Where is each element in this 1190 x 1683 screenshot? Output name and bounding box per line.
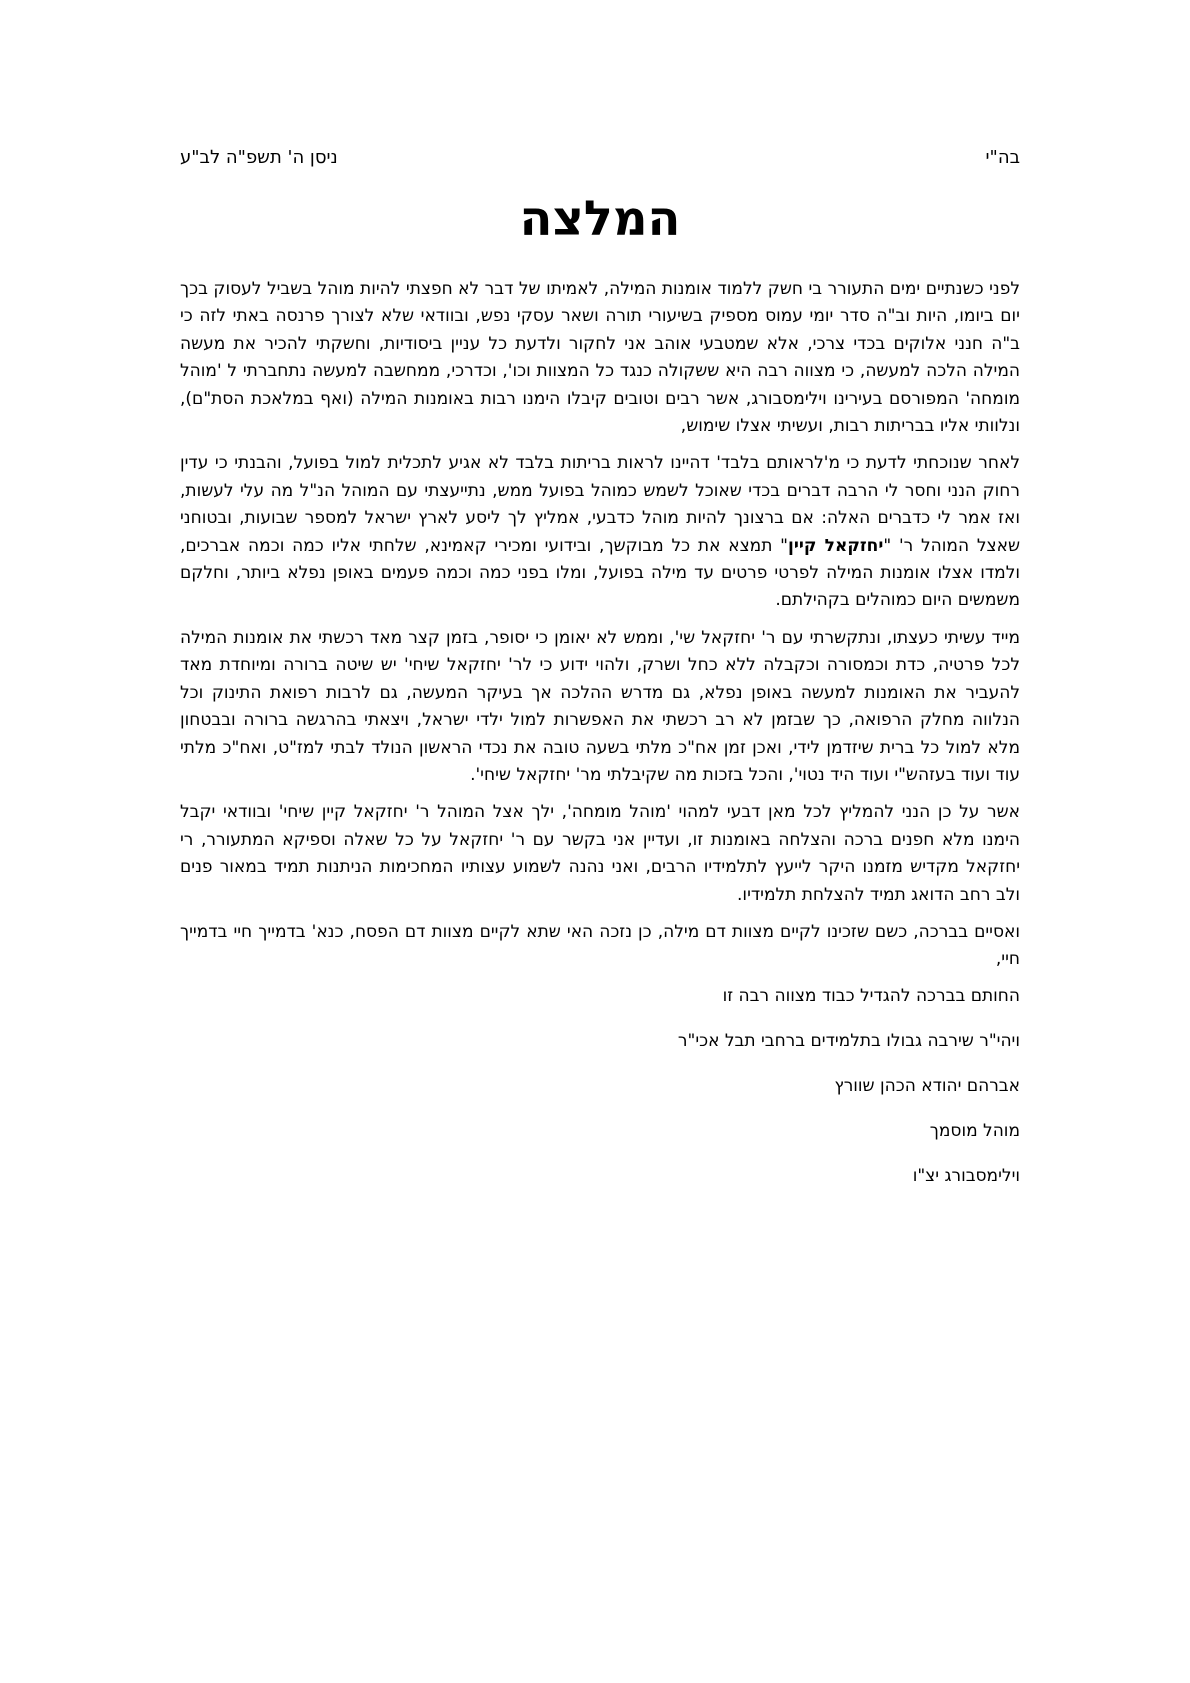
paragraph-2-text-before: לאחר שנוכחתי לדעת כי מ'לראותם בלבד' דהיינו לראות בריתות בלבד לא אגיע לתכלית למול בפועל, והבנתי כי עדין רחוק הנני וחסר לי הרבה דברים בכדי שאוכל לשמש כמוהל בפועל ממש, נתייעצתי עם המוהל הנ"ל מה עלי לעשות, ואז אמר לי כדברים האלה: אם ברצונך להיות מוהל כדבעי, אמליץ לך ליסע לארץ ישראל למספר שבועות, ובטוחני שאצל המוהל ר' " [180,453,1020,556]
letter-title: המלצה [519,191,681,247]
paragraph-1: לפני כשנתיים ימים התעורר בי חשק ללמוד אומנות המילה, לאמיתו של דבר לא חפצתי להיות מוהל בשביל לעסוק בכך יום ביומו, היות וב"ה סדר יומי עמוס מספיק בשיעורי תורה ושאר עסקי נפש, ובוודאי שלא לצורך פרנסה באתי לזה כי ב"ה חנני אלוקים בכדי צרכי, אלא שמטבעי אוהב אני לחקור ולדעת כל עניין ביסודיות, וחשקתי להכיר את מעשה המילה הלכה למעשה, כי מצווה רבה היא ששקולה כנגד כל המצוות וכו', וכדרכי, ממחשבה למעשה נתחברתי ל 'מוהל מומחה' המפורסם בעירינו וילימסבורג, אשר רבים וטובים קיבלו הימנו רבות באומנות המילה (ואף במלאכת הסת"ם), ונלוותי אליו בבריתות רבות, ועשיתי אצלו שימוש, [180,279,1020,437]
signature-block [180,984,1020,1188]
bh-marker: בה"י [985,147,1020,168]
letter-body [180,276,1020,1209]
signer-name: אברהם יהודא הכהן שוורץ [834,1075,1020,1096]
mohel-name-bold: יחזקאל קיין [788,535,884,556]
paragraph-3: מייד עשיתי כעצתו, ונתקשרתי עם ר' יחזקאל שי', וממש לא יאומן כי יסופר, בזמן קצר מאד רכשתי את אומנות המילה לכל פרטיה, כדת וכמסורה וכקבלה ללא כחל ושרק, ולהוי ידוע כי לר' יחזקאל שיחי' יש שיטה ברורה ומיוחדת מאד להעביר את האומנות למעשה באופן נפלא, גם מדרש ההלכה אך בעיקר המעשה, גם לרבות רפואת התינוק וכל הנלווה מחלק הרפואה, כך שבזמן לא רב רכשתי את האפשרות למול ילדי ישראל, ויצאתי בהרגשה ברורה ובבטחון מלא למול כל ברית שיזדמן לידי, ואכן זמן אח"כ מלתי בשעה טובה את נכדי הראשון הנולד לבתי למז"ט, ואח"כ מלתי עוד ועוד בעזהש"י ועוד היד נטוי', והכל בזכות מה שקיבלתי מר' יחזקאל שיחי'. [180,627,1020,785]
paragraph-4: אשר על כן הנני להמליץ לכל מאן דבעי למהוי 'מוהל מומחה', ילך אצל המוהל ר' יחזקאל קיין שיחי' ובוודאי יקבל הימנו מלא חפנים ברכה והצלחה באומנות זו, ועדיין אני בקשר עם ר' יחזקאל על כל שאלה וספיקא המתעורר, רי יחזקאל מקדיש מזמנו היקר לייעץ לתלמידיו הרבים, ואני נהנה לשמוע עצותיו המחכימות הניתנות תמיד במאור פנים ולב רחב הדואג תמיד להצלחת תלמידיו. [180,802,1020,905]
signer-title: מוהל מוסמך [929,1120,1020,1141]
paragraph-2-text-after: " תמצא את כל מבוקשך, ובידועי ומכירי קאמינא, שלחתי אליו כמה וכמה אברכים, ולמדו אצלו אומנות המילה לפרטי פרטים עד מילה בפועל, ומלו בפני כמה וכמה פעמים באופן נפלא ביותר, וחלקם משמשים היום כמוהלים בקהילתם. [180,535,1020,611]
closing-line-2: ויהי"ר שירבה גבולו בתלמידים ברחבי תבל אכי"ר [677,1030,1020,1051]
letter-date: ניסן ה' תשפ"ה לב"ע [180,147,338,168]
signer-location: וילימסבורג יצ"ו [912,1165,1020,1186]
paragraph-5: ואסיים בברכה, כשם שזכינו לקיים מצוות דם מילה, כן נזכה האי שתא לקיים מצוות דם הפסח, כנא' בדמייך חיי בדמייך חיי, [180,921,1020,970]
closing-line-1: החותם בברכה להגדיל כבוד מצווה רבה זו [722,985,1020,1006]
paragraph-2 [180,450,1020,614]
letter-header [180,146,1020,170]
